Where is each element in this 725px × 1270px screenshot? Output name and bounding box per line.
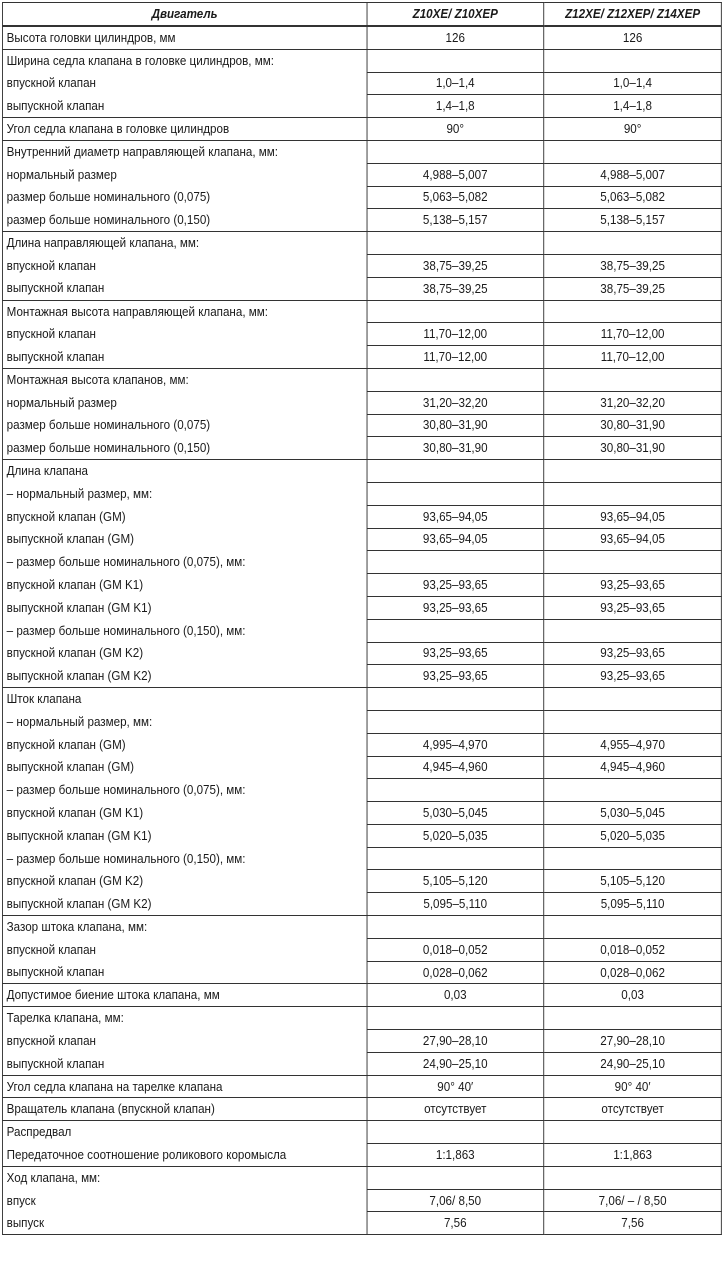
table-row [2,277,721,300]
value-z10 [367,779,544,802]
value-z10: 0,03 [367,984,544,1007]
value-z12-z14: 27,90–28,10 [544,1030,721,1053]
value-z12-z14: 5,138–5,157 [544,209,721,232]
param-label: выпускной клапан [2,95,366,118]
value-z12-z14: 0,03 [544,984,721,1007]
table-row [2,437,721,460]
table-row [2,300,721,323]
value-z12-z14: 5,105–5,120 [544,870,721,893]
table-row [2,163,721,186]
value-z12-z14: 126 [544,26,721,49]
table-row [2,847,721,870]
table-row [2,49,721,72]
value-z12-z14: 93,25–93,65 [544,596,721,619]
param-label: Передаточное соотношение роликового коромысла [2,1144,366,1167]
param-label: Угол седла клапана в головке цилиндров [2,118,366,141]
table-row [2,460,721,483]
value-z10: 5,138–5,157 [367,209,544,232]
table-row [2,574,721,597]
value-z12-z14: 38,75–39,25 [544,277,721,300]
value-z12-z14: 93,25–93,65 [544,665,721,688]
value-z10 [367,368,544,391]
value-z10: 5,020–5,035 [367,824,544,847]
table-row [2,1030,721,1053]
value-z10: 38,75–39,25 [367,254,544,277]
value-z12-z14: 30,80–31,90 [544,437,721,460]
value-z10: 1,0–1,4 [367,72,544,95]
param-label: выпускной клапан [2,1052,366,1075]
param-label: впускной клапан (GM K1) [2,802,366,825]
table-row [2,1007,721,1030]
table-row [2,642,721,665]
table-row [2,391,721,414]
param-label: размер больше номинального (0,075) [2,186,366,209]
value-z10: 11,70–12,00 [367,346,544,369]
value-z12-z14 [544,688,721,711]
value-z12-z14: 5,063–5,082 [544,186,721,209]
param-label: Угол седла клапана на тарелке клапана [2,1075,366,1098]
param-label: выпускной клапан (GM) [2,756,366,779]
table-row [2,1189,721,1212]
value-z10: 126 [367,26,544,49]
table-row [2,1144,721,1167]
value-z12-z14 [544,482,721,505]
value-z12-z14: 4,988–5,007 [544,163,721,186]
table-row [2,870,721,893]
param-label: выпуск [2,1212,366,1235]
value-z12-z14 [544,551,721,574]
param-label: впускной клапан (GM) [2,733,366,756]
value-z10 [367,916,544,939]
value-z12-z14: 1,0–1,4 [544,72,721,95]
value-z10: 24,90–25,10 [367,1052,544,1075]
value-z10 [367,551,544,574]
param-label: Ход клапана, мм: [2,1166,366,1189]
value-z10 [367,1166,544,1189]
value-z12-z14 [544,368,721,391]
value-z10: 27,90–28,10 [367,1030,544,1053]
param-label: впуск [2,1189,366,1212]
param-label: Распредвал [2,1121,366,1144]
param-label: выпускной клапан (GM K2) [2,665,366,688]
param-label: Ширина седла клапана в головке цилиндров, мм: [2,49,366,72]
value-z12-z14: 90° [544,118,721,141]
value-z10: 4,988–5,007 [367,163,544,186]
param-label: Внутренний диаметр направляющей клапана, мм: [2,140,366,163]
param-label: размер больше номинального (0,075) [2,414,366,437]
table-row [2,916,721,939]
param-label: – нормальный размер, мм: [2,710,366,733]
value-z10: 4,945–4,960 [367,756,544,779]
header-row [2,3,721,27]
value-z10: 90° [367,118,544,141]
value-z12-z14 [544,232,721,255]
param-label: Зазор штока клапана, мм: [2,916,366,939]
param-label: впускной клапан [2,1030,366,1053]
value-z12-z14: 93,25–93,65 [544,642,721,665]
param-label: Монтажная высота клапанов, мм: [2,368,366,391]
value-z10: 1:1,863 [367,1144,544,1167]
value-z12-z14: 93,65–94,05 [544,528,721,551]
value-z12-z14 [544,847,721,870]
table-row [2,756,721,779]
table-row [2,551,721,574]
param-label: Длина клапана [2,460,366,483]
value-z10: 1,4–1,8 [367,95,544,118]
value-z10: 93,25–93,65 [367,642,544,665]
value-z12-z14 [544,1007,721,1030]
value-z10 [367,710,544,733]
param-label: выпускной клапан [2,277,366,300]
value-z12-z14 [544,300,721,323]
table-row [2,961,721,984]
param-label: Допустимое биение штока клапана, мм [2,984,366,1007]
table-row [2,779,721,802]
table-row [2,802,721,825]
value-z12-z14 [544,1166,721,1189]
param-label: выпускной клапан [2,961,366,984]
table-body [2,26,721,1235]
value-z10: 30,80–31,90 [367,414,544,437]
value-z12-z14: 90° 40′ [544,1075,721,1098]
header-engine: Двигатель [2,3,366,27]
value-z10 [367,688,544,711]
table-row [2,254,721,277]
table-row [2,1166,721,1189]
table-row [2,232,721,255]
param-label: впускной клапан [2,72,366,95]
value-z12-z14: 0,028–0,062 [544,961,721,984]
value-z10: 93,25–93,65 [367,596,544,619]
param-label: выпускной клапан (GM) [2,528,366,551]
param-label: – размер больше номинального (0,150), мм: [2,847,366,870]
param-label: впускной клапан [2,254,366,277]
value-z12-z14: 4,945–4,960 [544,756,721,779]
value-z12-z14: 4,955–4,970 [544,733,721,756]
value-z10 [367,1121,544,1144]
table-row [2,710,721,733]
value-z10: 5,030–5,045 [367,802,544,825]
param-label: Монтажная высота направляющей клапана, мм: [2,300,366,323]
value-z12-z14: 93,65–94,05 [544,505,721,528]
value-z10: 90° 40′ [367,1075,544,1098]
value-z10: 0,028–0,062 [367,961,544,984]
table-row [2,95,721,118]
value-z12-z14: 5,020–5,035 [544,824,721,847]
value-z12-z14: 7,56 [544,1212,721,1235]
table-row [2,26,721,49]
value-z12-z14: 11,70–12,00 [544,323,721,346]
param-label: впускной клапан [2,323,366,346]
value-z10 [367,300,544,323]
value-z10: 4,995–4,970 [367,733,544,756]
value-z12-z14 [544,460,721,483]
value-z12-z14 [544,49,721,72]
header-col1: Z10XE/ Z10XEP [367,3,544,27]
param-label: впускной клапан [2,938,366,961]
value-z12-z14: 1:1,863 [544,1144,721,1167]
param-label: размер больше номинального (0,150) [2,209,366,232]
table-row [2,118,721,141]
param-label: Тарелка клапана, мм: [2,1007,366,1030]
param-label: Шток клапана [2,688,366,711]
value-z10: 5,095–5,110 [367,893,544,916]
param-label: размер больше номинального (0,150) [2,437,366,460]
table-row [2,824,721,847]
value-z12-z14 [544,140,721,163]
value-z12-z14: 30,80–31,90 [544,414,721,437]
param-label: выпускной клапан (GM K1) [2,824,366,847]
table-row [2,1075,721,1098]
value-z12-z14 [544,1121,721,1144]
value-z12-z14: 7,06/ – / 8,50 [544,1189,721,1212]
value-z12-z14: 1,4–1,8 [544,95,721,118]
param-label: выпускной клапан (GM K2) [2,893,366,916]
param-label: впускной клапан (GM K2) [2,642,366,665]
param-label: выпускной клапан (GM K1) [2,596,366,619]
param-label: впускной клапан (GM K1) [2,574,366,597]
param-label: – нормальный размер, мм: [2,482,366,505]
value-z10: 11,70–12,00 [367,323,544,346]
table-row [2,619,721,642]
value-z10: 93,65–94,05 [367,528,544,551]
value-z10: 93,25–93,65 [367,574,544,597]
value-z12-z14 [544,710,721,733]
table-row [2,186,721,209]
value-z10 [367,140,544,163]
specifications-table [2,2,722,1235]
value-z10: 93,65–94,05 [367,505,544,528]
value-z10: 5,105–5,120 [367,870,544,893]
value-z10 [367,49,544,72]
table-row [2,1121,721,1144]
table-row [2,528,721,551]
value-z10: 31,20–32,20 [367,391,544,414]
table-row [2,688,721,711]
value-z10 [367,460,544,483]
value-z12-z14 [544,779,721,802]
value-z10 [367,847,544,870]
table-row [2,665,721,688]
param-label: Вращатель клапана (впускной клапан) [2,1098,366,1121]
param-label: – размер больше номинального (0,150), мм: [2,619,366,642]
value-z12-z14 [544,916,721,939]
value-z10: 38,75–39,25 [367,277,544,300]
table-row [2,893,721,916]
param-label: нормальный размер [2,391,366,414]
value-z10: 7,06/ 8,50 [367,1189,544,1212]
value-z10 [367,482,544,505]
value-z12-z14: отсутствует [544,1098,721,1121]
table-row [2,209,721,232]
value-z10: 30,80–31,90 [367,437,544,460]
table-row [2,346,721,369]
table-row [2,1212,721,1235]
param-label: нормальный размер [2,163,366,186]
table-row [2,1052,721,1075]
value-z12-z14: 31,20–32,20 [544,391,721,414]
table-row [2,733,721,756]
value-z12-z14: 0,018–0,052 [544,938,721,961]
value-z12-z14: 11,70–12,00 [544,346,721,369]
value-z12-z14: 38,75–39,25 [544,254,721,277]
param-label: выпускной клапан [2,346,366,369]
header-col2: Z12XE/ Z12XEP/ Z14XEP [544,3,721,27]
value-z10: отсутствует [367,1098,544,1121]
table-row [2,140,721,163]
table-row [2,323,721,346]
value-z12-z14 [544,619,721,642]
value-z10 [367,619,544,642]
value-z12-z14: 5,030–5,045 [544,802,721,825]
value-z10: 7,56 [367,1212,544,1235]
value-z12-z14: 24,90–25,10 [544,1052,721,1075]
param-label: – размер больше номинального (0,075), мм: [2,551,366,574]
param-label: – размер больше номинального (0,075), мм: [2,779,366,802]
value-z10 [367,1007,544,1030]
param-label: Высота головки цилиндров, мм [2,26,366,49]
value-z10 [367,232,544,255]
table-row [2,368,721,391]
value-z10: 5,063–5,082 [367,186,544,209]
value-z12-z14: 5,095–5,110 [544,893,721,916]
table-row [2,596,721,619]
table-row [2,1098,721,1121]
param-label: впускной клапан (GM K2) [2,870,366,893]
table-row [2,984,721,1007]
table-row [2,414,721,437]
value-z10: 0,018–0,052 [367,938,544,961]
table-row [2,482,721,505]
value-z10: 93,25–93,65 [367,665,544,688]
param-label: впускной клапан (GM) [2,505,366,528]
table-row [2,505,721,528]
table-row [2,938,721,961]
value-z12-z14: 93,25–93,65 [544,574,721,597]
param-label: Длина направляющей клапана, мм: [2,232,366,255]
table-row [2,72,721,95]
